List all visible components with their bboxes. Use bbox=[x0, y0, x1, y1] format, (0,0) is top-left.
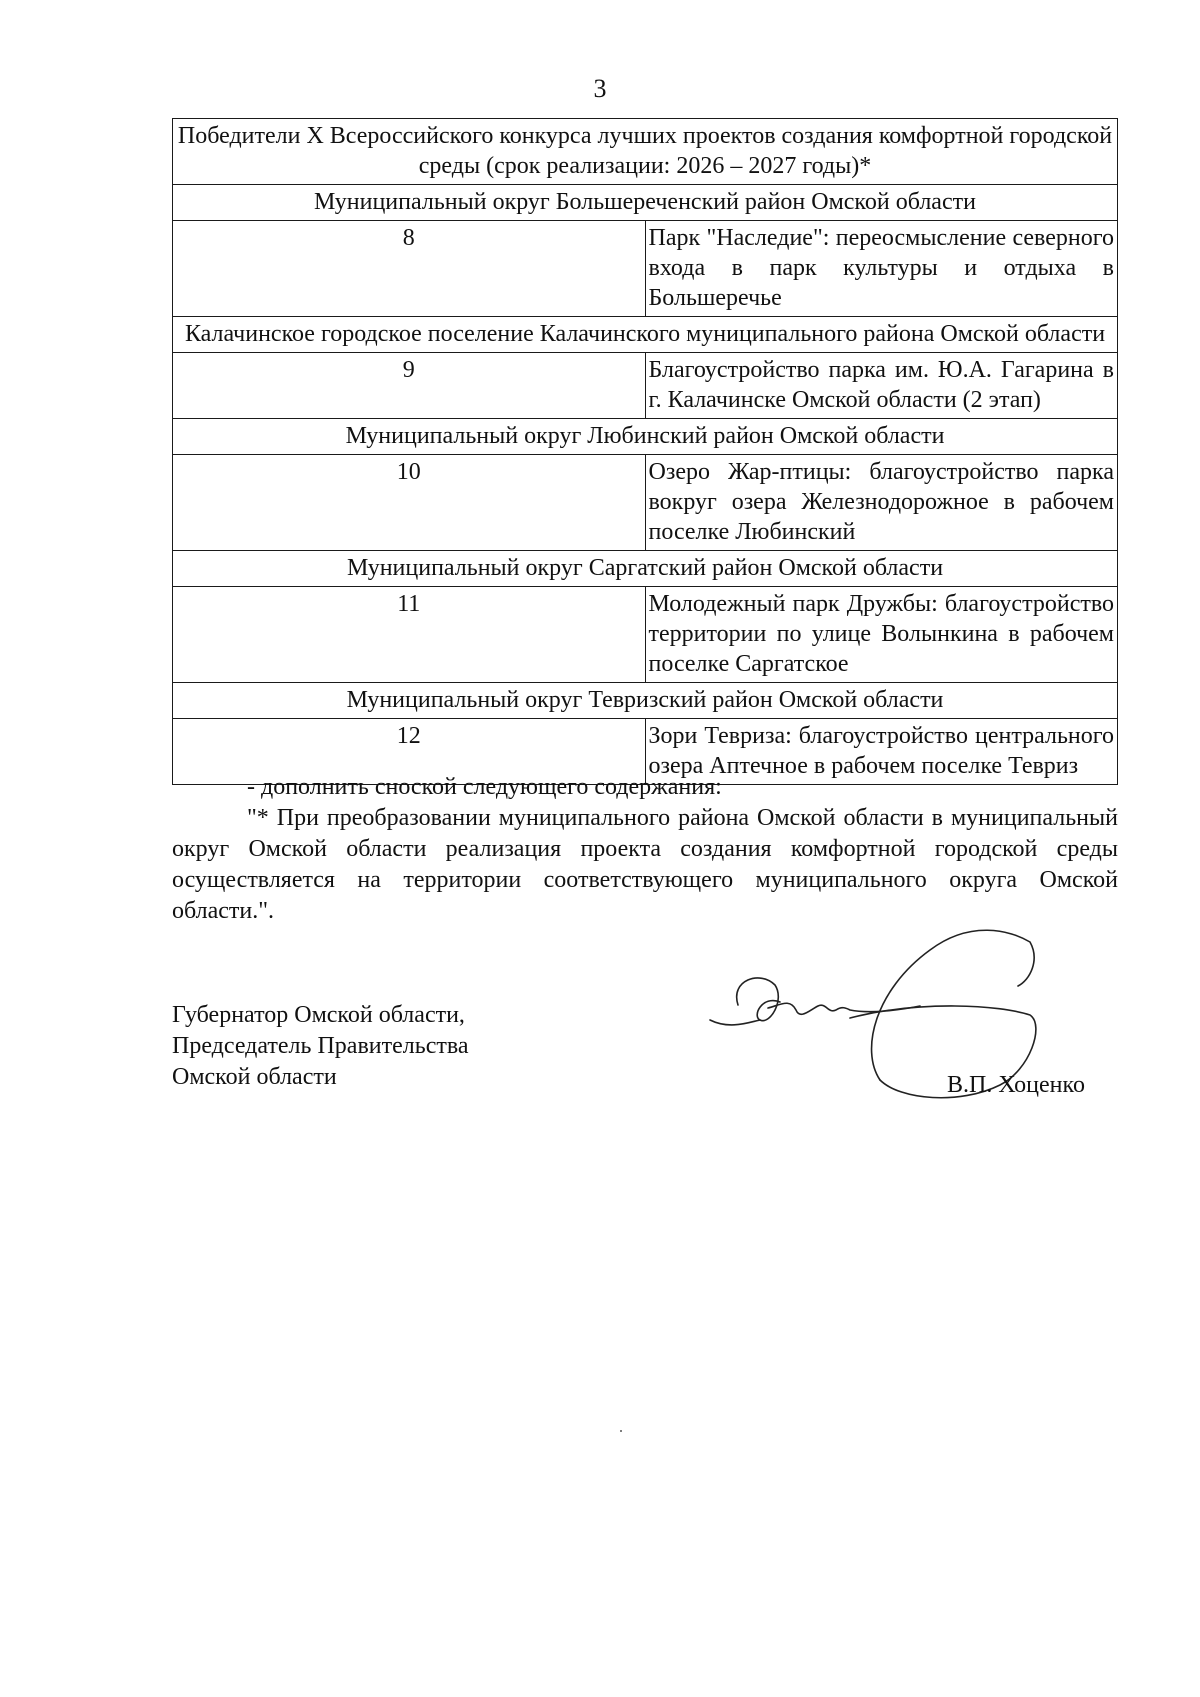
signatory-title-line: Губернатор Омской области, bbox=[172, 1002, 465, 1028]
section-row bbox=[173, 683, 1118, 719]
row-description: Благоустройство парка им. Ю.А. Гагарина в г. Калачинске Омской области (2 этап) bbox=[645, 353, 1118, 419]
row-description: Парк "Наследие": переосмысление северного входа в парк культуры и отдыха в Большеречье bbox=[645, 221, 1118, 317]
signatory-title-line: Председатель Правительства bbox=[172, 1033, 469, 1059]
row-description: Молодежный парк Дружбы: благоустройство территории по улице Волынкина в рабочем поселке Саргатское bbox=[645, 587, 1118, 683]
section-title: Муниципальный округ Любинский район Омской области bbox=[173, 419, 1118, 455]
section-row bbox=[173, 551, 1118, 587]
section-row bbox=[173, 419, 1118, 455]
signatory-title bbox=[172, 1000, 469, 1093]
row-number: 8 bbox=[173, 221, 646, 317]
table-row bbox=[173, 221, 1118, 317]
section-row bbox=[173, 185, 1118, 221]
signatory-title-line: Омской области bbox=[172, 1064, 337, 1090]
section-title: Муниципальный округ Большереченский район Омской области bbox=[173, 185, 1118, 221]
table-header: Победители X Всероссийского конкурса лучших проектов создания комфортной городской среды (срок реализации: 2026 – 2027 годы)* bbox=[173, 119, 1118, 185]
footnote-text: "* При преобразовании муниципального района Омской области в муниципальный округ Омской области реализация проекта создания комфортной городской среды осуществляется на территории соответствующего муниципального округа Омской области.". bbox=[172, 805, 1118, 924]
row-number: 9 bbox=[173, 353, 646, 419]
section-title: Муниципальный округ Тевризский район Омской области bbox=[173, 683, 1118, 719]
row-description: Озеро Жар-птицы: благоустройство парка вокруг озера Железнодорожное в рабочем поселке Любинский bbox=[645, 455, 1118, 551]
section-row bbox=[173, 317, 1118, 353]
scan-speck bbox=[620, 1430, 622, 1432]
table-row bbox=[173, 455, 1118, 551]
row-number: 11 bbox=[173, 587, 646, 683]
page-number: 3 bbox=[593, 74, 607, 103]
table-header-row bbox=[173, 119, 1118, 185]
addendum-text: - дополнить сноской следующего содержания: bbox=[247, 774, 722, 800]
section-title: Калачинское городское поселение Калачинского муниципального района Омской области bbox=[173, 317, 1118, 353]
row-number: 12 bbox=[173, 719, 646, 785]
projects-table bbox=[172, 118, 1118, 785]
section-title: Муниципальный округ Саргатский район Омской области bbox=[173, 551, 1118, 587]
row-description: Зори Тевриза: благоустройство центрального озера Аптечное в рабочем поселке Тевриз bbox=[645, 719, 1118, 785]
row-number: 10 bbox=[173, 455, 646, 551]
table-row bbox=[173, 587, 1118, 683]
table-row bbox=[173, 353, 1118, 419]
signatory-name: В.П. Хоценко bbox=[947, 1072, 1085, 1098]
